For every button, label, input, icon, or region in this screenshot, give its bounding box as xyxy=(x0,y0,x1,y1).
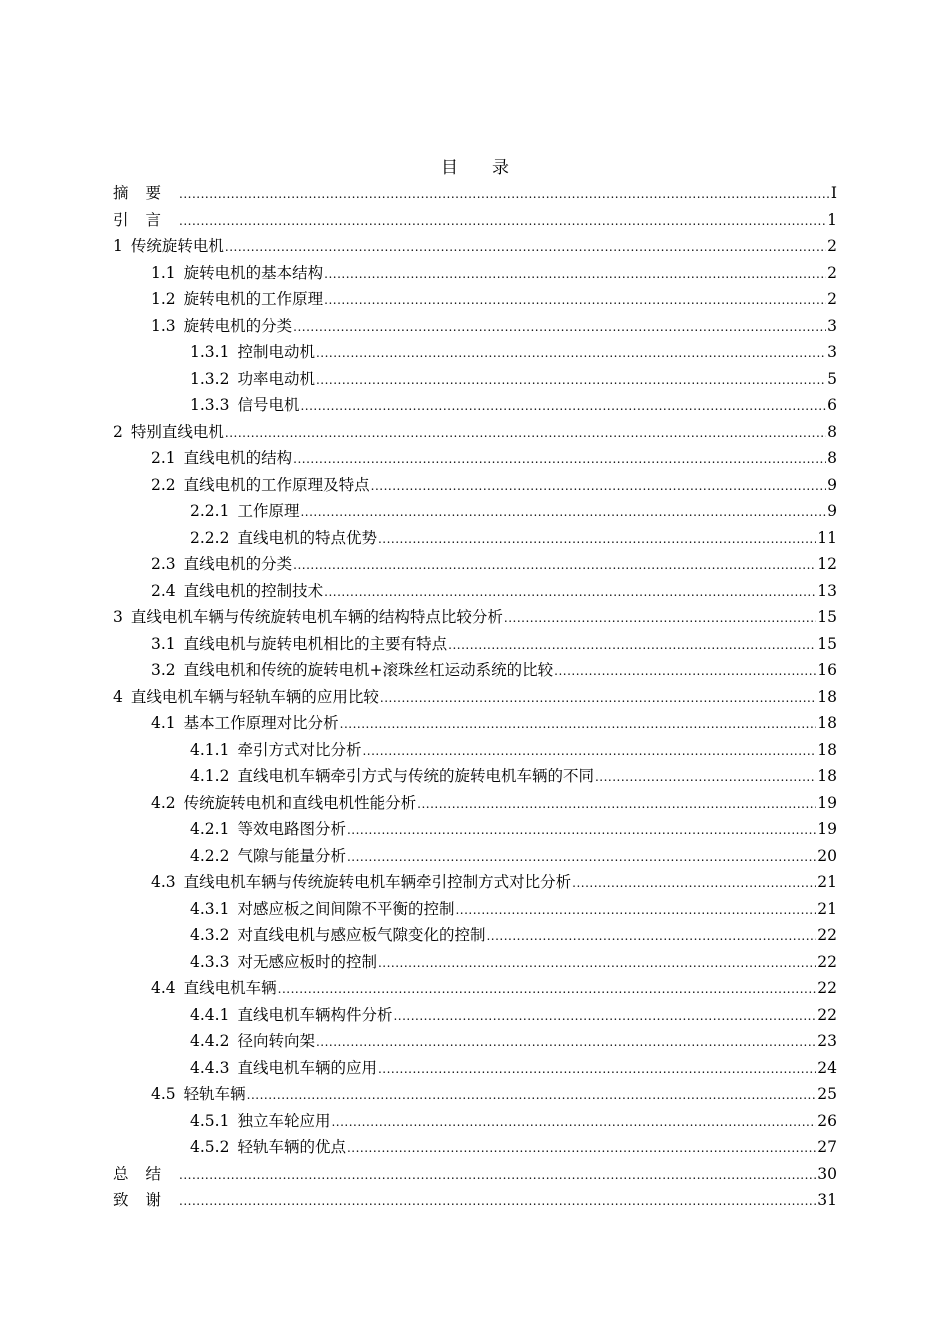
toc-entry-number: 2.2 xyxy=(151,475,176,494)
toc-entry-label: 旋转电机的基本结构 xyxy=(183,263,324,282)
toc-entry-number: 4.1 xyxy=(151,714,176,732)
toc-entry-page: 22 xyxy=(817,979,837,997)
toc-entry-page: 27 xyxy=(817,1138,837,1156)
toc-entry-label: 旋转电机的工作原理 xyxy=(183,290,324,308)
toc-entry-label: 直线电机车辆与传统旋转电机车辆牵引控制方式对比分析 xyxy=(183,873,572,891)
toc-entry-page: 15 xyxy=(817,634,837,653)
toc-entry-page: 23 xyxy=(817,1032,837,1050)
toc-entry-label: 牵引方式对比分析 xyxy=(237,740,362,759)
toc-dot-leader xyxy=(347,817,816,844)
toc-entry-label: 传统旋转电机 xyxy=(130,237,224,255)
toc-entry-label: 直线电机车辆 xyxy=(183,979,277,997)
toc-dot-leader xyxy=(179,181,830,208)
toc-entry[interactable] xyxy=(113,1161,837,1188)
toc-entry-page: 18 xyxy=(817,740,837,759)
toc-entry[interactable] xyxy=(113,869,837,896)
toc-entry[interactable] xyxy=(113,1081,837,1108)
toc-entry-number: 1.3.1 xyxy=(190,343,230,361)
toc-entry-number: 2.1 xyxy=(151,449,176,467)
toc-entry[interactable] xyxy=(113,180,837,207)
toc-entry[interactable] xyxy=(113,392,837,419)
toc-entry-label: 独立车轮应用 xyxy=(237,1111,331,1130)
toc-entry-page: 3 xyxy=(827,316,837,335)
toc-entry-page: 1 xyxy=(827,210,837,229)
toc-entry-number: 4.5.1 xyxy=(190,1111,230,1130)
toc-dot-leader xyxy=(293,446,826,473)
toc-entry[interactable] xyxy=(113,684,837,711)
toc-entry[interactable] xyxy=(113,233,837,260)
toc-entry-number: 3.1 xyxy=(151,634,176,653)
toc-entry-label: 功率电动机 xyxy=(237,369,315,388)
toc-entry-page: 30 xyxy=(817,1164,837,1183)
toc-dot-leader xyxy=(572,870,816,897)
toc-entry-number: 4.3.3 xyxy=(190,952,230,971)
toc-entry[interactable] xyxy=(113,816,837,843)
toc-entry[interactable] xyxy=(113,737,837,764)
toc-entry-page: 19 xyxy=(817,820,837,838)
toc-entry-label: 旋转电机的分类 xyxy=(183,316,293,335)
toc-entry-label: 轻轨车辆 xyxy=(183,1085,246,1103)
toc-entry-label: 直线电机的特点优势 xyxy=(237,528,377,547)
toc-entry-label: 轻轨车辆的优点 xyxy=(237,1138,346,1156)
page-title xyxy=(0,155,950,181)
toc-entry-page: 2 xyxy=(827,237,837,255)
table-of-contents xyxy=(113,180,837,1214)
toc-entry-number: 4.4.2 xyxy=(190,1032,230,1050)
toc-entry[interactable] xyxy=(113,949,837,976)
toc-entry[interactable] xyxy=(113,896,837,923)
page-title-char-2: 录 xyxy=(492,158,509,178)
toc-entry[interactable] xyxy=(113,1108,837,1135)
toc-entry[interactable] xyxy=(113,1055,837,1082)
toc-entry-label: 径向转向架 xyxy=(237,1032,315,1050)
toc-entry-number: 4.4.1 xyxy=(190,1005,230,1024)
toc-entry-label: 直线电机车辆的应用 xyxy=(237,1058,377,1077)
toc-entry-page: I xyxy=(830,184,837,202)
toc-entry[interactable] xyxy=(113,922,837,949)
toc-entry-page: 21 xyxy=(817,873,837,891)
toc-dot-leader xyxy=(378,1056,816,1083)
toc-entry-label: 直线电机与旋转电机相比的主要有特点 xyxy=(183,634,448,653)
toc-entry-label: 对无感应板时的控制 xyxy=(237,952,377,971)
toc-entry-label: 信号电机 xyxy=(237,396,300,414)
toc-entry-label: 直线电机车辆构件分析 xyxy=(237,1005,393,1024)
toc-entry-label: 直线电机车辆与传统旋转电机车辆的结构特点比较分析 xyxy=(130,608,503,626)
toc-entry[interactable] xyxy=(113,1134,837,1161)
toc-entry-number: 4.3.1 xyxy=(190,899,230,918)
toc-entry-number: 1.1 xyxy=(151,263,176,282)
toc-entry[interactable] xyxy=(113,1028,837,1055)
toc-entry[interactable] xyxy=(113,843,837,870)
toc-entry[interactable] xyxy=(113,631,837,658)
toc-dot-leader xyxy=(378,950,816,977)
toc-dot-leader xyxy=(293,314,826,341)
toc-entry-page: 19 xyxy=(817,793,837,812)
toc-entry[interactable] xyxy=(113,763,837,790)
toc-dot-leader xyxy=(486,923,816,950)
toc-entry-number: 1 xyxy=(113,237,123,255)
toc-dot-leader xyxy=(324,261,826,288)
toc-entry-number: 3 xyxy=(113,608,123,626)
toc-entry-number: 3.2 xyxy=(151,661,176,679)
toc-entry-number: 4.3.2 xyxy=(190,926,230,944)
toc-dot-leader xyxy=(448,632,816,659)
toc-entry-label: 摘要 xyxy=(113,184,179,202)
toc-entry-page: 11 xyxy=(817,528,837,547)
toc-entry-page: 22 xyxy=(817,1005,837,1024)
toc-entry-number: 4.2 xyxy=(151,793,176,812)
toc-dot-leader xyxy=(179,208,826,235)
toc-entry[interactable] xyxy=(113,313,837,340)
toc-entry-page: 13 xyxy=(817,581,837,600)
toc-dot-leader xyxy=(380,685,816,712)
toc-dot-leader xyxy=(247,1082,817,1109)
toc-entry[interactable] xyxy=(113,578,837,605)
toc-entry-page: 18 xyxy=(817,687,837,706)
toc-entry-page: 22 xyxy=(817,952,837,971)
toc-entry[interactable] xyxy=(113,260,837,287)
toc-entry[interactable] xyxy=(113,551,837,578)
toc-entry[interactable] xyxy=(113,790,837,817)
toc-entry-label: 特别直线电机 xyxy=(130,422,224,441)
toc-dot-leader xyxy=(225,234,826,261)
toc-entry-number: 4.2.1 xyxy=(190,820,230,838)
toc-dot-leader xyxy=(455,897,816,924)
toc-entry-label: 直线电机车辆牵引方式与传统的旋转电机车辆的不同 xyxy=(237,767,594,785)
toc-entry-page: 3 xyxy=(827,343,837,361)
toc-dot-leader xyxy=(362,738,816,765)
toc-dot-leader xyxy=(316,340,826,367)
toc-entry-number: 2 xyxy=(113,422,123,441)
page-title-char-1: 目 xyxy=(441,158,458,178)
toc-entry-number: 4 xyxy=(113,687,123,706)
toc-dot-leader xyxy=(278,976,817,1003)
toc-entry-page: 8 xyxy=(827,422,837,441)
toc-entry-number: 2.3 xyxy=(151,555,176,573)
toc-entry-page: 22 xyxy=(817,926,837,944)
toc-entry-page: 25 xyxy=(817,1085,837,1103)
toc-dot-leader xyxy=(324,287,826,314)
toc-entry-page: 21 xyxy=(817,899,837,918)
toc-entry-page: 31 xyxy=(817,1191,837,1209)
toc-entry-number: 2.4 xyxy=(151,581,176,600)
toc-entry-label: 控制电动机 xyxy=(237,343,315,361)
toc-entry[interactable] xyxy=(113,339,837,366)
toc-entry[interactable] xyxy=(113,657,837,684)
toc-entry-label: 等效电路图分析 xyxy=(237,820,346,838)
toc-entry-label: 传统旋转电机和直线电机性能分析 xyxy=(183,793,417,812)
toc-entry-number: 4.4.3 xyxy=(190,1058,230,1077)
toc-entry-page: 20 xyxy=(817,846,837,865)
toc-entry-label: 致谢 xyxy=(113,1191,179,1209)
toc-entry-number: 4.4 xyxy=(151,979,176,997)
toc-entry-number: 4.5.2 xyxy=(190,1138,230,1156)
toc-entry-page: 2 xyxy=(827,290,837,308)
toc-entry-number: 1.3.3 xyxy=(190,396,230,414)
toc-entry-number: 2.2.1 xyxy=(190,502,230,520)
toc-entry-page: 18 xyxy=(817,767,837,785)
toc-entry-label: 直线电机车辆与轻轨车辆的应用比较 xyxy=(130,687,379,706)
toc-entry-page: 15 xyxy=(817,608,837,626)
toc-dot-leader xyxy=(300,393,826,420)
toc-entry[interactable] xyxy=(113,975,837,1002)
toc-dot-leader xyxy=(331,1109,816,1136)
toc-dot-leader xyxy=(300,499,826,526)
toc-entry-label: 直线电机的工作原理及特点 xyxy=(183,475,370,494)
toc-entry-page: 26 xyxy=(817,1111,837,1130)
toc-dot-leader xyxy=(347,844,816,871)
toc-entry-number: 4.3 xyxy=(151,873,176,891)
toc-dot-leader xyxy=(371,473,826,500)
toc-dot-leader xyxy=(340,711,817,738)
toc-entry[interactable] xyxy=(113,710,837,737)
toc-entry-number: 1.3.2 xyxy=(190,369,230,388)
toc-entry-number: 4.1.2 xyxy=(190,767,230,785)
toc-entry-page: 8 xyxy=(827,449,837,467)
toc-entry[interactable] xyxy=(113,1187,837,1214)
toc-entry-number: 2.2.2 xyxy=(190,528,230,547)
toc-entry[interactable] xyxy=(113,207,837,234)
toc-entry[interactable] xyxy=(113,498,837,525)
toc-entry-label: 总结 xyxy=(113,1164,179,1183)
toc-entry-label: 基本工作原理对比分析 xyxy=(183,714,339,732)
toc-entry[interactable] xyxy=(113,419,837,446)
toc-entry-page: 16 xyxy=(817,661,837,679)
toc-dot-leader xyxy=(316,1029,816,1056)
toc-dot-leader xyxy=(378,526,816,553)
toc-entry-label: 气隙与能量分析 xyxy=(237,846,346,865)
toc-entry-page: 5 xyxy=(827,369,837,388)
toc-dot-leader xyxy=(316,367,826,394)
toc-entry-label: 直线电机的结构 xyxy=(183,449,293,467)
toc-entry-page: 9 xyxy=(827,502,837,520)
toc-entry-number: 4.1.1 xyxy=(190,740,230,759)
toc-dot-leader xyxy=(347,1135,816,1162)
toc-entry[interactable] xyxy=(113,472,837,499)
toc-entry[interactable] xyxy=(113,445,837,472)
toc-entry[interactable] xyxy=(113,366,837,393)
toc-dot-leader xyxy=(179,1162,816,1189)
toc-dot-leader xyxy=(324,579,816,606)
toc-dot-leader xyxy=(393,1003,816,1030)
toc-dot-leader xyxy=(417,791,816,818)
toc-entry[interactable] xyxy=(113,286,837,313)
toc-entry-label: 直线电机的控制技术 xyxy=(183,581,324,600)
toc-entry-number: 4.2.2 xyxy=(190,846,230,865)
toc-entry-page: 18 xyxy=(817,714,837,732)
toc-entry-label: 工作原理 xyxy=(237,502,300,520)
toc-dot-leader xyxy=(293,552,816,579)
toc-entry-label: 对感应板之间间隙不平衡的控制 xyxy=(237,899,455,918)
toc-entry[interactable] xyxy=(113,604,837,631)
toc-dot-leader xyxy=(225,420,826,447)
toc-entry-page: 12 xyxy=(817,555,837,573)
toc-entry-page: 24 xyxy=(817,1058,837,1077)
toc-dot-leader xyxy=(554,658,816,685)
toc-entry[interactable] xyxy=(113,1002,837,1029)
toc-entry-label: 直线电机和传统的旋转电机+滚珠丝杠运动系统的比较 xyxy=(183,661,554,679)
toc-entry-page: 2 xyxy=(827,263,837,282)
toc-entry-label: 对直线电机与感应板气隙变化的控制 xyxy=(237,926,486,944)
toc-dot-leader xyxy=(504,605,816,632)
toc-entry-number: 4.5 xyxy=(151,1085,176,1103)
toc-dot-leader xyxy=(595,764,816,791)
toc-entry-label: 直线电机的分类 xyxy=(183,555,293,573)
toc-entry-number: 1.3 xyxy=(151,316,176,335)
toc-entry[interactable] xyxy=(113,525,837,552)
toc-entry-label: 引言 xyxy=(113,210,179,229)
toc-entry-number: 1.2 xyxy=(151,290,176,308)
toc-dot-leader xyxy=(179,1188,816,1215)
toc-entry-page: 9 xyxy=(827,475,837,494)
toc-entry-page: 6 xyxy=(827,396,837,414)
